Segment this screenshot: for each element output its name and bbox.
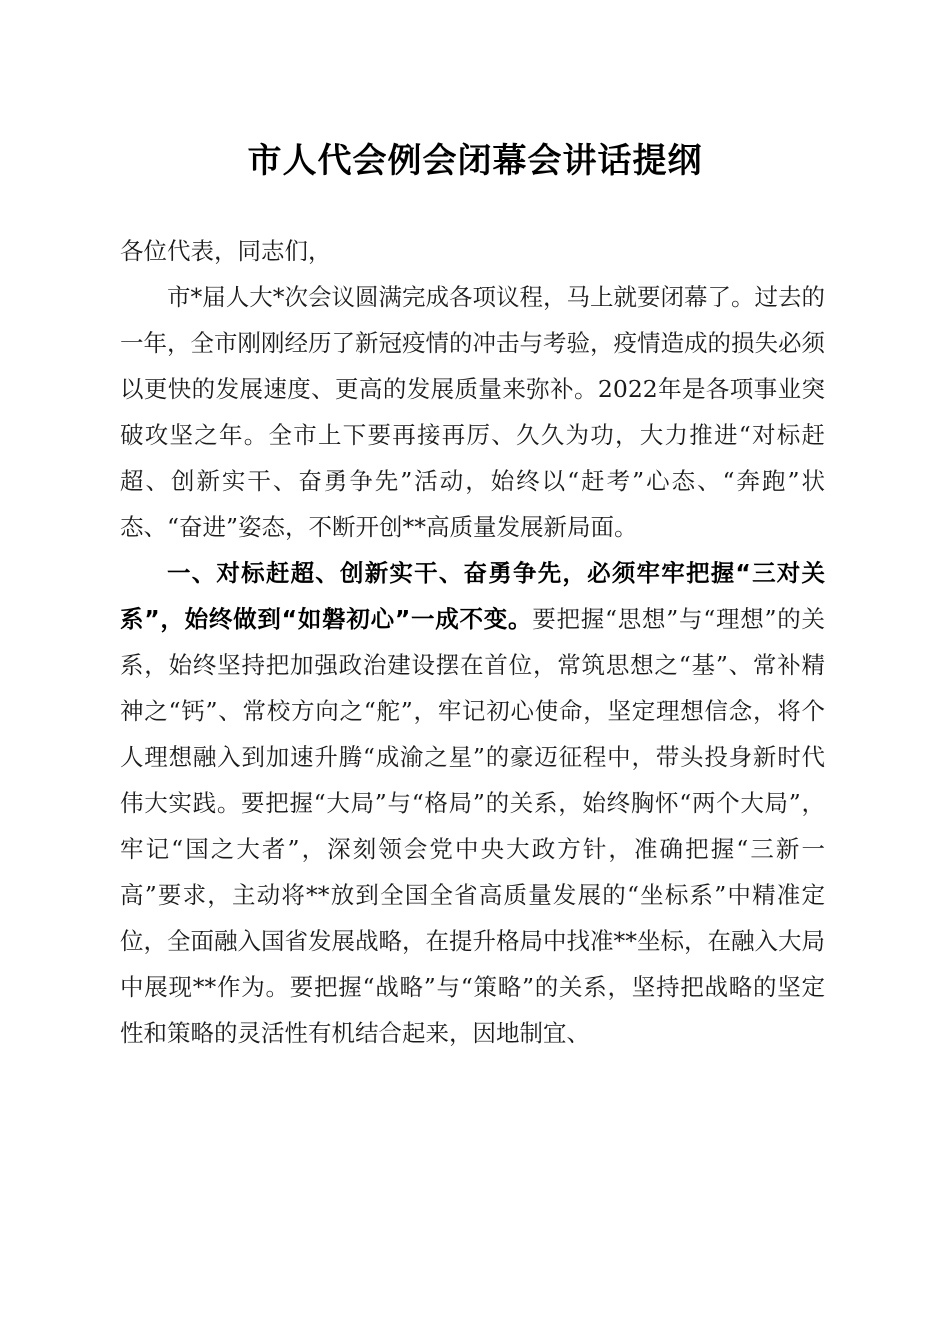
paragraph-intro: 市*届人大*次会议圆满完成各项议程，马上就要闭幕了。过去的一年，全市刚刚经历了新冠疫情的冲击与考验，疫情造成的损失必须以更快的发展速度、更高的发展质量来弥补。2022年是各项事业突破攻坚之年。全市上下要再接再厉、久久为功，大力推进“对标赶超、创新实干、奋勇争先”活动，始终以“赶考”心态、“奔跑”状态、“奋进”姿态，不断开创**高质量发展新局面。 bbox=[120, 283, 825, 541]
document-body bbox=[120, 228, 825, 1056]
paragraph-section-1 bbox=[120, 550, 825, 1056]
section-1-body: 要把握“思想”与“理想”的关系，始终坚持把加强政治建设摆在首位，常筑思想之“基”、常补精神之“钙”、常校方向之“舵”，牢记初心使命，坚定理想信念，将个人理想融入到加速升腾“成渝之星”的豪迈征程中，带头投身新时代伟大实践。要把握“大局”与“格局”的关系，始终胸怀“两个大局”，牢记“国之大者”，深刻领会党中央大政方针，准确把握“三新一高”要求，主动将**放到全国全省高质量发展的“坐标系”中精准定位，全面融入国省发展战略，在提升格局中找准**坐标，在融入大局中展现**作为。要把握“战略”与“策略”的关系，坚持把战略的坚定性和策略的灵活性有机结合起来，因地制宜、 bbox=[120, 605, 825, 1047]
section-1-heading: 一、对标赶超、创新实干、奋勇争先，必须牢牢把握“三对关系”，始终做到“如磐初心”一成不变。 bbox=[120, 559, 825, 633]
salutation: 各位代表，同志们， bbox=[120, 237, 332, 265]
document-title: 市人代会例会闭幕会讲话提纲 bbox=[247, 141, 703, 181]
